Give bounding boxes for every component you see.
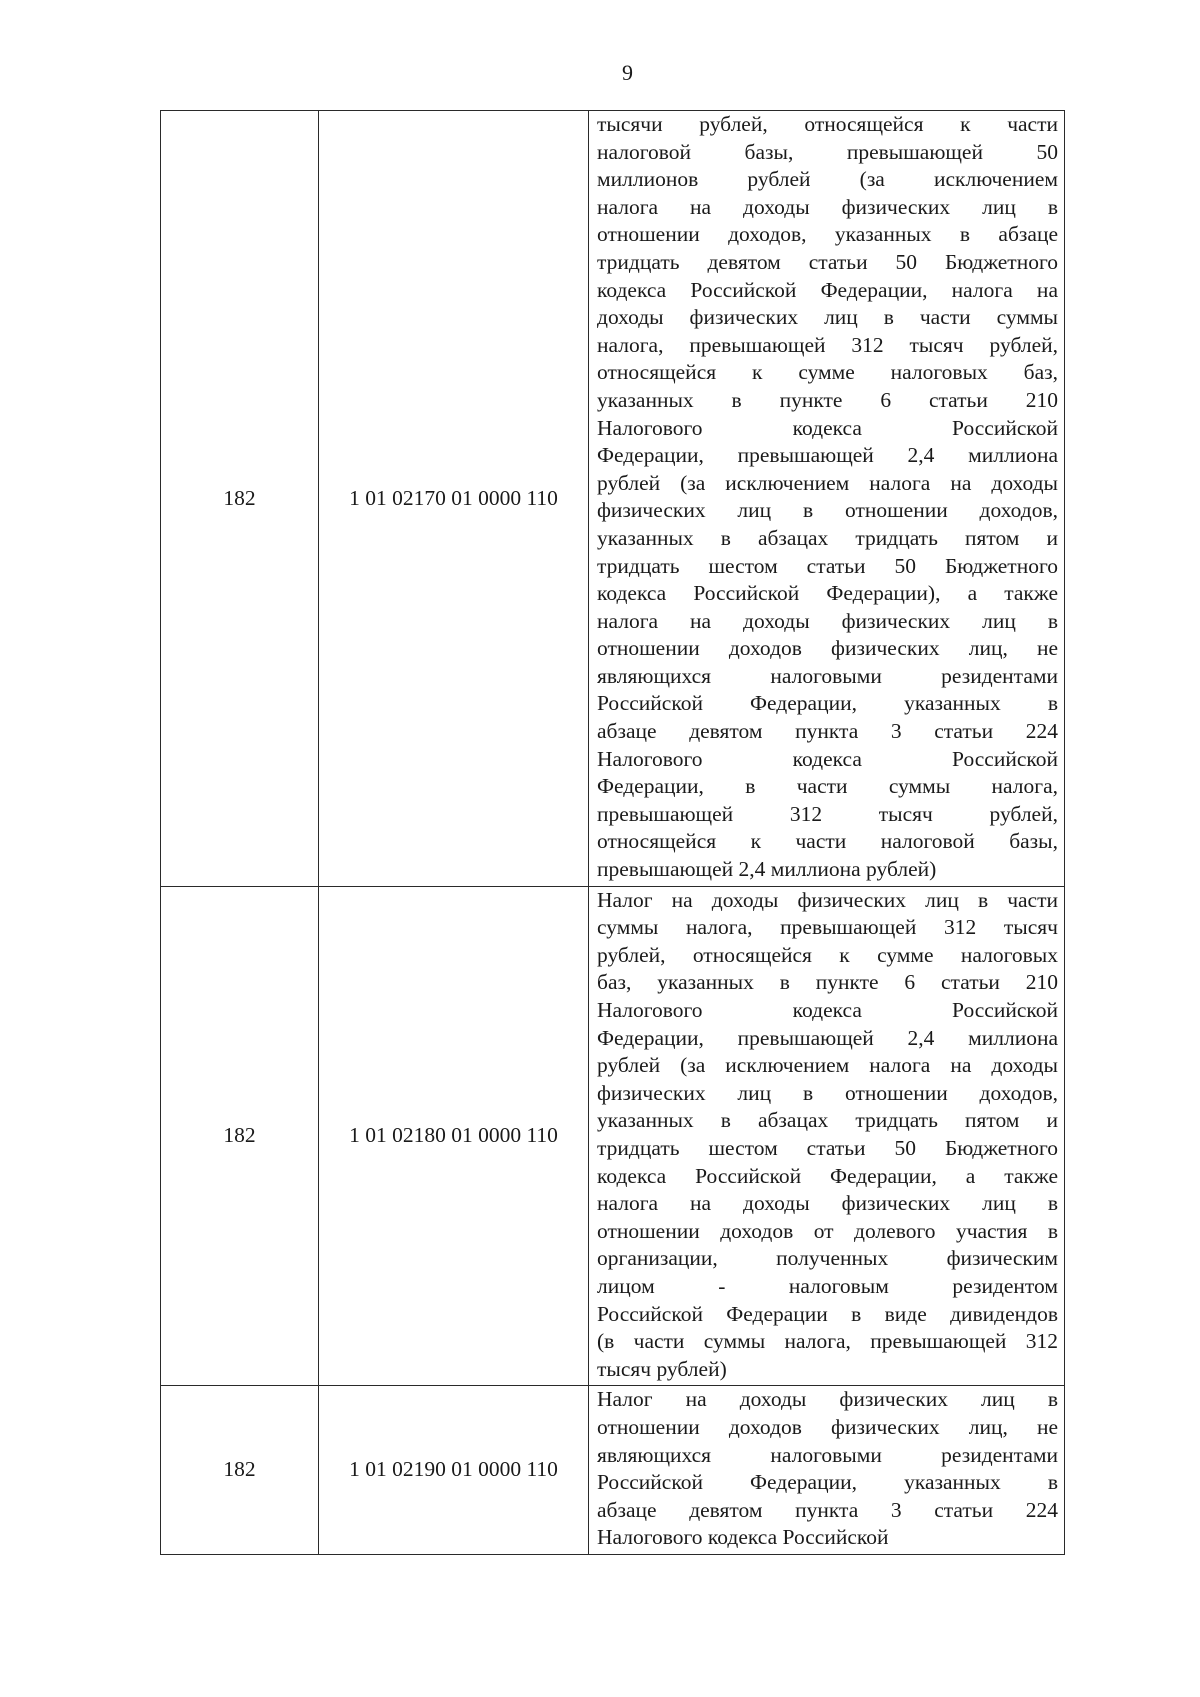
description-line: Федерации, превышающей 2,4 миллиона: [597, 443, 1058, 468]
description-line: являющихся налоговыми резидентами: [597, 663, 1058, 688]
description-line: превышающей 312 тысяч рублей,: [597, 801, 1058, 826]
description-line: отношении доходов физических лиц, не: [597, 1414, 1058, 1439]
description-line: Налогового кодекса Российской: [597, 1525, 889, 1550]
description-line: суммы налога, превышающей 312 тысяч: [597, 915, 1058, 940]
description-line: указанных в абзацах тридцать пятом и: [597, 1108, 1058, 1133]
description-cell: [589, 111, 1065, 887]
description-line: тридцать шестом статьи 50 Бюджетного: [597, 553, 1058, 578]
kbk-cell: 1 01 02180 01 0000 110: [319, 886, 589, 1386]
kbk-cell: 1 01 02190 01 0000 110: [319, 1386, 589, 1555]
description-line: Налогового кодекса Российской: [597, 998, 1058, 1022]
description-line: тридцать шестом статьи 50 Бюджетного: [597, 1135, 1058, 1160]
description-line: налога на доходы физических лиц в: [597, 608, 1058, 633]
description-line: кодекса Российской Федерации), а также: [597, 581, 1058, 606]
description-line: налога на доходы физических лиц в: [597, 194, 1058, 219]
description-line: Федерации, в части суммы налога,: [597, 774, 1058, 799]
description-line: Налог на доходы физических лиц в: [597, 1387, 1058, 1412]
description-line: миллионов рублей (за исключением: [597, 167, 1058, 192]
description-line: отношении доходов физических лиц, не: [597, 636, 1058, 661]
description-line: Налогового кодекса Российской: [597, 746, 1058, 771]
description-line: рублей (за исключением налога на доходы: [597, 470, 1058, 495]
description-line: тысяч рублей): [597, 1356, 727, 1381]
kbk-cell: 1 01 02170 01 0000 110: [319, 111, 589, 887]
description-line: тысячи рублей, относящейся к части: [597, 112, 1058, 136]
description-line: (в части суммы налога, превышающей 312: [597, 1329, 1058, 1354]
description-line: физических лиц в отношении доходов,: [597, 1080, 1058, 1105]
description-cell: [589, 886, 1065, 1386]
description-line: физических лиц в отношении доходов,: [597, 498, 1058, 523]
revenue-codes-table: [160, 110, 1065, 1555]
description-line: рублей, относящейся к сумме налоговых: [597, 942, 1058, 967]
description-line: относящейся к сумме налоговых баз,: [597, 360, 1058, 385]
description-line: указанных в пункте 6 статьи 210: [597, 387, 1058, 412]
admin-code-cell: 182: [161, 1386, 319, 1555]
table-row: [161, 1386, 1065, 1555]
description-line: абзаце девятом пункта 3 статьи 224: [597, 719, 1058, 744]
table-row: [161, 111, 1065, 887]
description-line: доходы физических лиц в части суммы: [597, 305, 1058, 330]
description-line: Российской Федерации, указанных в: [597, 691, 1058, 716]
description-line: абзаце девятом пункта 3 статьи 224: [597, 1497, 1058, 1522]
description-line: кодекса Российской Федерации, а также: [597, 1163, 1058, 1188]
table-row: [161, 886, 1065, 1386]
description-text: [597, 1386, 1058, 1552]
description-line: налога на доходы физических лиц в: [597, 1191, 1058, 1216]
description-text: [597, 887, 1058, 1384]
description-line: отношении доходов, указанных в абзаце: [597, 222, 1058, 247]
description-line: баз, указанных в пункте 6 статьи 210: [597, 970, 1058, 995]
description-line: превышающей 2,4 миллиона рублей): [597, 857, 937, 882]
description-line: кодекса Российской Федерации, налога на: [597, 277, 1058, 302]
page-number: 9: [622, 60, 633, 85]
description-cell: [589, 1386, 1065, 1555]
description-line: налога, превышающей 312 тысяч рублей,: [597, 332, 1058, 357]
description-line: отношении доходов от долевого участия в: [597, 1218, 1058, 1243]
table-body: [161, 111, 1065, 1555]
description-line: рублей (за исключением налога на доходы: [597, 1053, 1058, 1078]
description-line: являющихся налоговыми резидентами: [597, 1442, 1058, 1467]
description-line: Налог на доходы физических лиц в части: [597, 887, 1058, 912]
description-line: лицом - налоговым резидентом: [597, 1273, 1058, 1298]
description-line: организации, полученных физическим: [597, 1246, 1058, 1271]
description-line: налоговой базы, превышающей 50: [597, 139, 1058, 164]
description-line: Российской Федерации, указанных в: [597, 1470, 1058, 1495]
description-line: указанных в абзацах тридцать пятом и: [597, 525, 1058, 550]
admin-code-cell: 182: [161, 111, 319, 887]
description-line: относящейся к части налоговой базы,: [597, 829, 1058, 854]
admin-code-cell: 182: [161, 886, 319, 1386]
description-text: [597, 111, 1058, 884]
description-line: Федерации, превышающей 2,4 миллиона: [597, 1025, 1058, 1050]
description-line: тридцать девятом статьи 50 Бюджетного: [597, 249, 1058, 274]
description-line: Налогового кодекса Российской: [597, 415, 1058, 440]
description-line: Российской Федерации в виде дивидендов: [597, 1301, 1058, 1326]
